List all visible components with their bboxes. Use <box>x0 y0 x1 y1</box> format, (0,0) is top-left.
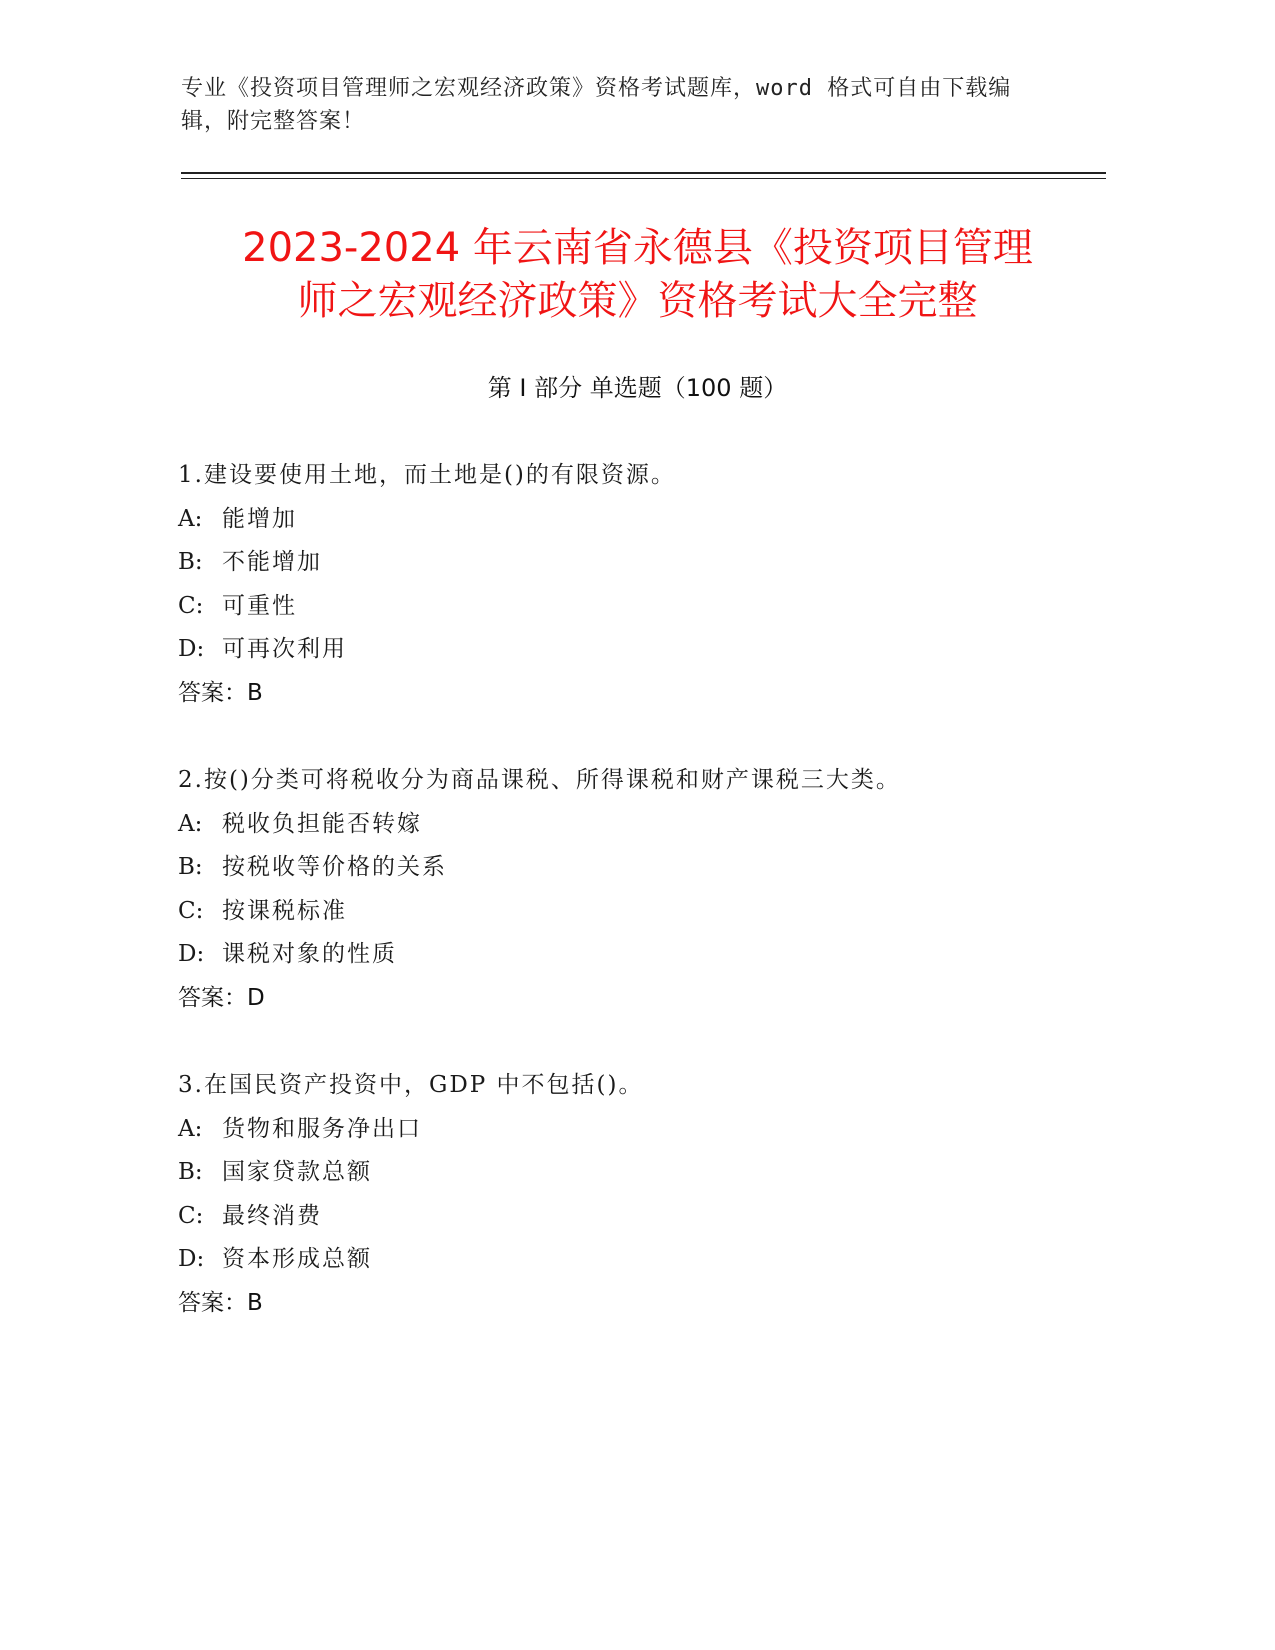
option-text: 税收负担能否转嫁 <box>222 810 422 837</box>
option-text: 货物和服务净出口 <box>222 1115 422 1142</box>
option-text: 按税收等价格的关系 <box>222 854 447 880</box>
option-key: B: <box>178 854 203 880</box>
question-block <box>178 454 1098 715</box>
option-key: B: <box>178 1159 203 1185</box>
option-key: D: <box>178 941 205 967</box>
answer: 答案：B <box>178 1289 263 1316</box>
option-b <box>178 846 1098 890</box>
option-key: B: <box>178 549 203 575</box>
option-c <box>178 1195 1098 1239</box>
header-divider-thick <box>181 172 1106 174</box>
option-text: 按课税标准 <box>222 897 347 924</box>
option-text: 课税对象的性质 <box>222 941 397 967</box>
option-key: C: <box>178 1202 204 1229</box>
answer: 答案：D <box>178 984 265 1011</box>
question-block <box>178 1064 1098 1325</box>
option-key: A: <box>178 1115 203 1142</box>
option-a <box>178 803 1098 847</box>
option-key: D: <box>178 1246 205 1272</box>
option-key: A: <box>178 810 203 837</box>
option-a <box>178 498 1098 542</box>
option-key: A: <box>178 505 203 532</box>
header-divider-thin <box>181 178 1106 179</box>
option-key: D: <box>178 636 205 662</box>
option-text: 最终消费 <box>222 1202 322 1229</box>
option-key: C: <box>178 897 204 924</box>
document-title <box>150 222 1125 328</box>
question-block <box>178 759 1098 1020</box>
option-d <box>178 1238 1098 1282</box>
option-a <box>178 1108 1098 1152</box>
option-d <box>178 628 1098 672</box>
option-c <box>178 585 1098 629</box>
option-d <box>178 933 1098 977</box>
document-title-line2: 师之宏观经济政策》资格考试大全完整 <box>297 278 978 324</box>
question-stem: 3.在国民资产投资中，GDP 中不包括()。 <box>178 1072 644 1098</box>
option-text: 不能增加 <box>222 549 322 575</box>
option-b <box>178 541 1098 585</box>
option-text: 能增加 <box>222 505 297 532</box>
option-text: 可再次利用 <box>222 636 347 662</box>
section-heading: 第 I 部分 单选题（100 题） <box>487 374 788 402</box>
question-stem: 1.建设要使用土地，而土地是()的有限资源。 <box>178 462 676 488</box>
option-c <box>178 890 1098 934</box>
answer: 答案：B <box>178 679 263 706</box>
header-note-line1: 专业《投资项目管理师之宏观经济政策》资格考试题库，word 格式可自由下载编 <box>181 76 1012 101</box>
option-text: 资本形成总额 <box>222 1246 372 1272</box>
option-text: 可重性 <box>222 592 297 619</box>
option-text: 国家贷款总额 <box>222 1159 372 1185</box>
question-stem: 2.按()分类可将税收分为商品课税、所得课税和财产课税三大类。 <box>178 767 901 793</box>
document-title-line1: 2023-2024 年云南省永德县《投资项目管理 <box>242 225 1033 271</box>
header-note-line2: 辑，附完整答案！ <box>181 109 366 134</box>
header-note <box>181 72 1041 138</box>
option-b <box>178 1151 1098 1195</box>
option-key: C: <box>178 592 204 619</box>
